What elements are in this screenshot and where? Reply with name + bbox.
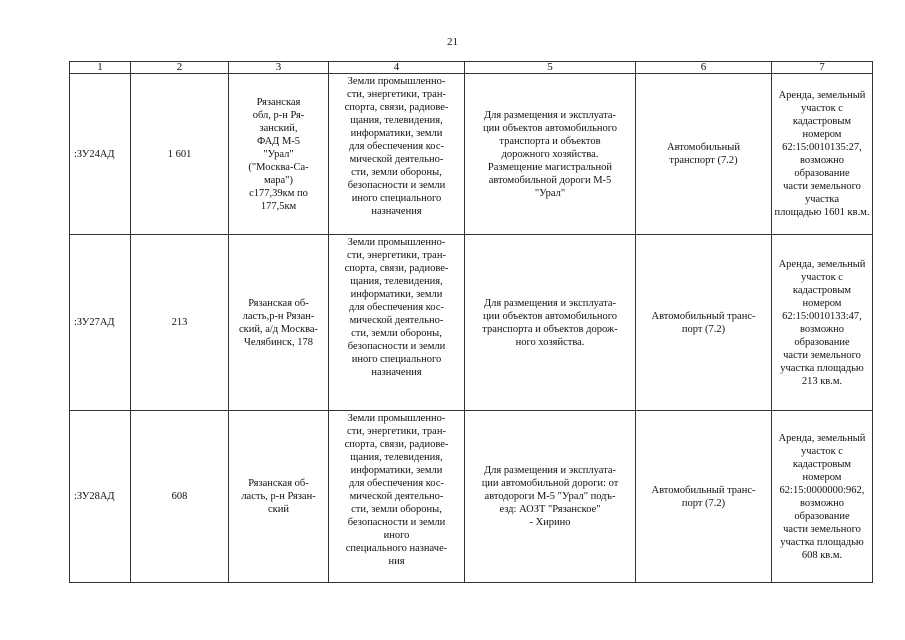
area-cell: 213 [131, 235, 229, 411]
column-header: 4 [329, 62, 465, 74]
land-plots-table [69, 61, 873, 583]
notes-cell: Аренда, земельный участок с кадастровым номером 62:15:0010133:47, возможно образование части земельного участка площадью 213 кв.м. [772, 235, 873, 411]
table-row [70, 411, 873, 583]
plot-id-cell: :ЗУ24АД [70, 74, 131, 235]
land-category-cell: Земли промышленно- сти, энергетики, тран- спорта, связи, радиове- щания, телевидения, информатики, земли для обеспечения кос- мической деятельно- сти, земли обороны, безопасности и земли иного специального назначе- ния [329, 411, 465, 583]
column-header: 6 [636, 62, 772, 74]
notes-cell: Аренда, земельный участок с кадастровым номером 62:15:0000000:962, возможно образование части земельного участка площадью 608 кв.м. [772, 411, 873, 583]
area-cell: 1 601 [131, 74, 229, 235]
location-cell: Рязанская об- ласть,р-н Рязан- ский, а/д Москва- Челябинск, 178 [229, 235, 329, 411]
area-cell: 608 [131, 411, 229, 583]
purpose-cell: Для размещения и эксплуата- ции объектов автомобильного транспорта и объектов дорожного хозяйства. Размещение магистральной автомобильной дороги М-5 "Урал" [465, 74, 636, 235]
column-header: 5 [465, 62, 636, 74]
use-type-cell: Автомобильный транс- порт (7.2) [636, 411, 772, 583]
purpose-cell: Для размещения и эксплуата- ции объектов автомобильного транспорта и объектов дорож- ного хозяйства. [465, 235, 636, 411]
location-cell: Рязанская обл, р-н Ря- занский, ФАД М-5 "Урал" ("Москва-Са- мара") с177,39км по 177,5км [229, 74, 329, 235]
page-number: 21 [447, 36, 458, 48]
purpose-cell: Для размещения и эксплуата- ции автомобильной дороги: от автодороги М-5 "Урал" подъ- езд: АОЗТ "Рязанское" - Хирино [465, 411, 636, 583]
land-category-cell: Земли промышленно- сти, энергетики, тран- спорта, связи, радиове- щания, телевидения, информатики, земли для обеспечения кос- мической деятельно- сти, земли обороны, безопасности и земли иного специального назначения [329, 74, 465, 235]
plot-id-cell: :ЗУ27АД [70, 235, 131, 411]
use-type-cell: Автомобильный транспорт (7.2) [636, 74, 772, 235]
location-cell: Рязанская об- ласть, р-н Рязан- ский [229, 411, 329, 583]
table-row [70, 74, 873, 235]
column-header: 2 [131, 62, 229, 74]
table-row [70, 235, 873, 411]
column-header: 3 [229, 62, 329, 74]
notes-cell: Аренда, земельный участок с кадастровым номером 62:15:0010135:27, возможно образование части земельного участка площадью 1601 кв.м. [772, 74, 873, 235]
plot-id-cell: :ЗУ28АД [70, 411, 131, 583]
column-header: 7 [772, 62, 873, 74]
table-header-row [70, 62, 873, 74]
land-category-cell: Земли промышленно- сти, энергетики, тран- спорта, связи, радиове- щания, телевидения, информатики, земли для обеспечения кос- мической деятельно- сти, земли обороны, безопасности и земли иного специального назначения [329, 235, 465, 411]
use-type-cell: Автомобильный транс- порт (7.2) [636, 235, 772, 411]
column-header: 1 [70, 62, 131, 74]
